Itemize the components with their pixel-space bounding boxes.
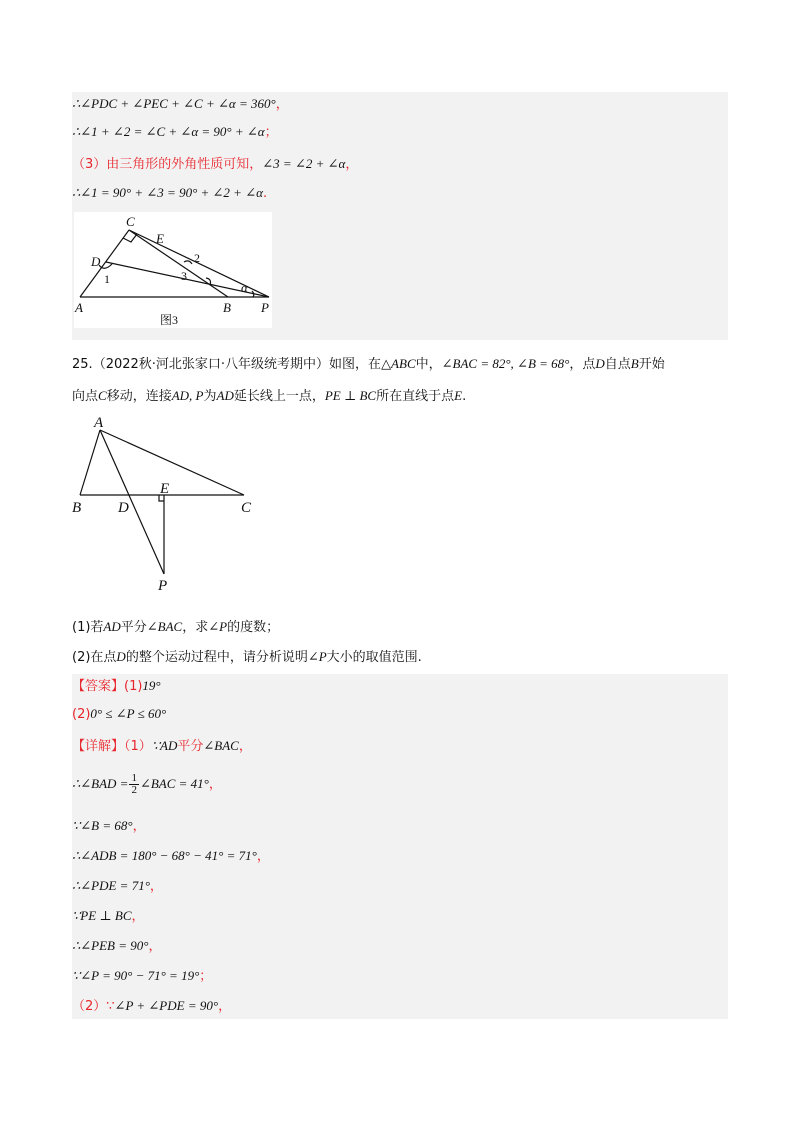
question-text: 向点 [72, 389, 99, 404]
punctuation: . [262, 186, 268, 201]
math-text: ∴∠1 = 90° + ∠3 = 90° + ∠2 + ∠α [72, 185, 263, 200]
subquestion-2 [72, 647, 422, 668]
question-text: 的度数； [227, 620, 280, 635]
punctuation: ， [218, 999, 232, 1014]
segment-AB [80, 430, 100, 495]
subquestion-1 [72, 617, 279, 638]
question-text: (2)在点 [72, 650, 117, 665]
punctuation: ， [149, 879, 163, 894]
label-B: B [223, 300, 231, 315]
math-text: ∵AD [151, 738, 178, 753]
label-2: 2 [194, 251, 200, 265]
punctuation: ， [275, 97, 289, 112]
math-text: ∴∠PDE = 71° [72, 878, 150, 893]
segment-AP [100, 430, 164, 574]
solution-line-2 [72, 123, 278, 142]
math-text: ∠BAC = 41° [139, 776, 209, 791]
math-text: B [630, 356, 639, 371]
math-text: ∴∠1 + ∠2 = ∠C + ∠α = 90° + ∠α [72, 124, 265, 139]
question-text: 中， [415, 357, 442, 372]
question-text: . [462, 389, 467, 404]
punctuation: ， [238, 739, 252, 754]
fraction-numerator: 1 [131, 772, 137, 784]
question-text: 所在直线于点 [376, 389, 455, 404]
question-text: 开始 [638, 357, 665, 372]
question-text: 平分 [120, 620, 147, 635]
question-text: ，求 [182, 620, 209, 635]
math-text: ∵∠P = 90° − 71° = 19° [72, 968, 200, 983]
figure-3-diagram [74, 212, 272, 328]
question-figure-diagram [70, 412, 270, 592]
punctuation: ； [264, 125, 278, 140]
solution-block-top [72, 92, 728, 340]
label-A: A [94, 415, 104, 431]
label-P: P [158, 578, 168, 592]
fraction [129, 773, 139, 796]
fraction-denominator: 2 [131, 784, 137, 796]
question-text: 延长线上一点， [233, 389, 325, 404]
question-text: 大小的取值范围. [326, 650, 422, 665]
math-text: ∠BAC = 82°, ∠B = 68° [441, 356, 570, 371]
solution-line-1 [72, 95, 289, 114]
question-number: 25. [72, 357, 93, 372]
math-text: ∴∠ADB = 180° − 68° − 41° = 71° [72, 848, 257, 863]
figure-caption: 图3 [160, 313, 179, 327]
question-text: (1)若 [72, 620, 104, 635]
question-text: 如图，在 [329, 357, 382, 372]
detail-line-3 [72, 817, 146, 836]
punctuation: ， [132, 819, 146, 834]
solution-line-4 [72, 184, 267, 203]
question-text: ，点 [569, 357, 596, 372]
answer-label: 【答案】(1) [72, 679, 143, 694]
math-text: △ABC [381, 356, 416, 371]
math-text: E [454, 388, 463, 403]
label-D: D [118, 500, 129, 516]
figure-background [74, 212, 272, 328]
detail-line-5 [72, 877, 163, 896]
label-P: P [261, 300, 269, 315]
label-C: C [241, 500, 252, 516]
detail-line-1 [72, 737, 252, 756]
punctuation: ， [131, 909, 145, 924]
step-text: 平分 [177, 739, 204, 754]
punctuation: ， [256, 849, 270, 864]
label-3: 3 [181, 269, 187, 283]
punctuation: ； [199, 969, 213, 984]
math-text: ∴∠BAD = [72, 776, 129, 791]
label-E: E [160, 481, 170, 497]
math-text: AD [103, 619, 121, 634]
question-text: 为 [203, 389, 217, 404]
detail-line-9 [72, 997, 231, 1016]
question-text: 自点 [604, 357, 631, 372]
step-text: （3）由三角形的外角性质可知， [72, 157, 263, 172]
label-C: C [126, 214, 135, 229]
math-text: ∵∠B = 68° [72, 818, 133, 833]
detail-line-8 [72, 967, 212, 986]
solution-line-3 [72, 155, 358, 174]
answer-line-1 [72, 677, 161, 696]
math-text: D [595, 356, 605, 371]
label-E: E [156, 231, 164, 246]
math-text: ∴∠PEB = 90° [72, 938, 149, 953]
detail-line-7 [72, 937, 161, 956]
detail-line-6 [72, 907, 145, 926]
math-text: ∠BAC [203, 738, 239, 753]
math-text: AD [216, 388, 234, 403]
answer-value: 0° ≤ ∠P ≤ 60° [90, 706, 167, 721]
label-A: A [75, 300, 83, 315]
math-text: D [116, 649, 126, 664]
punctuation: ， [208, 777, 222, 792]
math-text: ∠P [307, 649, 327, 664]
math-text: AD, P [171, 388, 204, 403]
question-text: 移动，连接 [106, 389, 172, 404]
step-text: （2）∵ [72, 999, 115, 1014]
answer-block [72, 674, 728, 1019]
math-text: C [98, 388, 107, 403]
question-text: 的整个运动过程中，请分析说明 [125, 650, 308, 665]
punctuation: ， [345, 157, 359, 172]
answer-label: (2) [72, 707, 91, 722]
segment-AC [100, 430, 244, 495]
math-text: ∠BAC [146, 619, 183, 634]
label-alpha: α [241, 280, 248, 295]
math-text: ∴∠PDC + ∠PEC + ∠C + ∠α = 360° [72, 96, 276, 111]
detail-label: 【详解】（1） [72, 739, 152, 754]
label-1: 1 [104, 272, 110, 286]
math-text: ∠P + ∠PDE = 90° [114, 998, 219, 1013]
math-text: PE ⊥ BC [324, 388, 377, 403]
question-line-1 [72, 354, 665, 375]
label-B: B [72, 500, 82, 516]
math-text: ∠3 = ∠2 + ∠α [262, 156, 346, 171]
question-source: （2022秋·河北张家口·八年级统考期中） [92, 357, 330, 372]
answer-line-2 [72, 705, 166, 724]
question-line-2 [72, 386, 466, 407]
math-text: ∠P [208, 619, 228, 634]
punctuation: ， [148, 939, 162, 954]
detail-line-4 [72, 847, 270, 866]
detail-line-2 [72, 770, 222, 799]
label-D: D [91, 254, 101, 269]
answer-value: 19° [142, 678, 161, 693]
math-text: ∵PE ⊥ BC [72, 908, 132, 923]
